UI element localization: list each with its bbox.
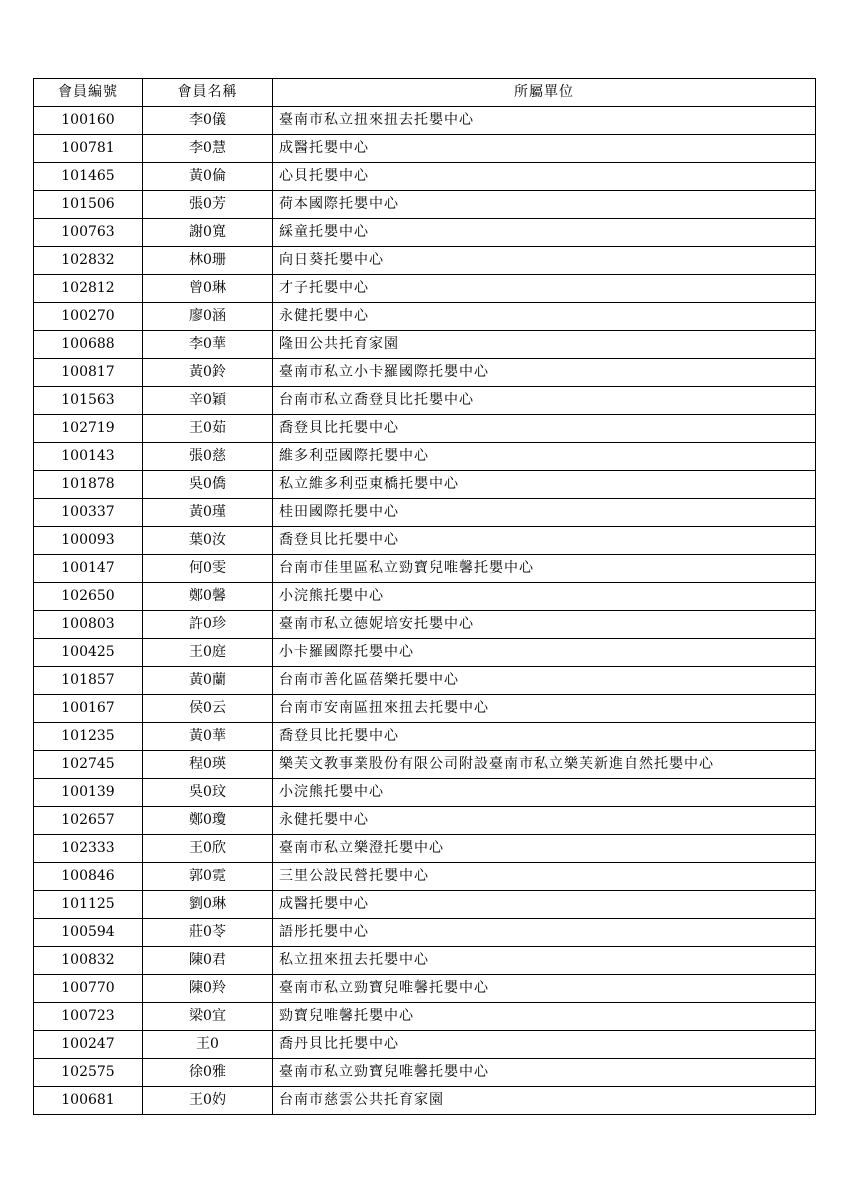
header-member-id: 會員編號 [34,79,143,107]
member-name-cell: 王0 [143,1031,273,1059]
member-name-cell: 辛0穎 [143,387,273,415]
member-name-cell: 郭0霓 [143,863,273,891]
member-name-cell: 李0儀 [143,107,273,135]
affiliation-cell: 喬丹貝比托嬰中心 [273,1031,816,1059]
table-row [34,751,816,779]
header-member-name: 會員名稱 [143,79,273,107]
affiliation-cell: 維多利亞國際托嬰中心 [273,443,816,471]
member-name-cell: 吳0僑 [143,471,273,499]
member-id-cell: 100688 [34,331,143,359]
affiliation-cell: 台南市慈雲公共托育家園 [273,1087,816,1115]
member-id-cell: 101465 [34,163,143,191]
table-row [34,779,816,807]
table-row [34,947,816,975]
member-name-cell: 吳0玟 [143,779,273,807]
affiliation-cell: 臺南市私立德妮培安托嬰中心 [273,611,816,639]
table-row [34,667,816,695]
member-id-cell: 100093 [34,527,143,555]
affiliation-cell: 永健托嬰中心 [273,807,816,835]
table-header-row [34,79,816,107]
table-row [34,1031,816,1059]
member-id-cell: 102832 [34,247,143,275]
affiliation-cell: 荷本國際托嬰中心 [273,191,816,219]
member-id-cell: 100167 [34,695,143,723]
table-row [34,275,816,303]
member-name-cell: 陳0羚 [143,975,273,1003]
affiliation-cell: 成醫托嬰中心 [273,135,816,163]
member-name-cell: 張0慈 [143,443,273,471]
member-name-cell: 侯0云 [143,695,273,723]
member-name-cell: 謝0寬 [143,219,273,247]
member-name-cell: 黃0倫 [143,163,273,191]
affiliation-cell: 成醫托嬰中心 [273,891,816,919]
table-row [34,359,816,387]
member-id-cell: 102812 [34,275,143,303]
table-row [34,387,816,415]
member-id-cell: 100846 [34,863,143,891]
affiliation-cell: 台南市善化區蓓樂托嬰中心 [273,667,816,695]
table-row [34,583,816,611]
affiliation-cell: 喬登貝比托嬰中心 [273,723,816,751]
table-row [34,975,816,1003]
affiliation-cell: 臺南市私立小卡羅國際托嬰中心 [273,359,816,387]
affiliation-cell: 台南市私立喬登貝比托嬰中心 [273,387,816,415]
member-id-cell: 102657 [34,807,143,835]
affiliation-cell: 樂芙文教事業股份有限公司附設臺南市私立樂芙新進自然托嬰中心 [273,751,816,779]
member-id-cell: 100763 [34,219,143,247]
table-row [34,1059,816,1087]
member-name-cell: 張0芳 [143,191,273,219]
table-row [34,1003,816,1031]
table-row [34,499,816,527]
affiliation-cell: 臺南市私立勁寶兒唯馨托嬰中心 [273,975,816,1003]
table-row [34,807,816,835]
member-id-cell: 100803 [34,611,143,639]
member-name-cell: 李0華 [143,331,273,359]
member-name-cell: 李0慧 [143,135,273,163]
member-id-cell: 101878 [34,471,143,499]
table-row [34,555,816,583]
member-id-cell: 100425 [34,639,143,667]
table-row [34,247,816,275]
affiliation-cell: 桂田國際托嬰中心 [273,499,816,527]
affiliation-cell: 小浣熊托嬰中心 [273,779,816,807]
member-id-cell: 102719 [34,415,143,443]
member-name-cell: 梁0宜 [143,1003,273,1031]
member-name-cell: 黃0蘭 [143,667,273,695]
table-row [34,695,816,723]
member-id-cell: 100270 [34,303,143,331]
affiliation-cell: 臺南市私立扭來扭去托嬰中心 [273,107,816,135]
member-id-cell: 101125 [34,891,143,919]
table-row [34,1087,816,1115]
member-name-cell: 王0欣 [143,835,273,863]
member-id-cell: 100337 [34,499,143,527]
header-affiliation: 所屬單位 [273,79,816,107]
member-name-cell: 徐0雅 [143,1059,273,1087]
member-name-cell: 何0雯 [143,555,273,583]
table-row [34,863,816,891]
table-row [34,331,816,359]
affiliation-cell: 才子托嬰中心 [273,275,816,303]
affiliation-cell: 喬登貝比托嬰中心 [273,415,816,443]
member-id-cell: 100147 [34,555,143,583]
affiliation-cell: 永健托嬰中心 [273,303,816,331]
member-name-cell: 葉0汝 [143,527,273,555]
table-row [34,527,816,555]
member-name-cell: 王0妁 [143,1087,273,1115]
member-name-cell: 黃0鈴 [143,359,273,387]
affiliation-cell: 台南市佳里區私立勁寶兒唯馨托嬰中心 [273,555,816,583]
table-row [34,919,816,947]
table-body [34,107,816,1115]
member-id-cell: 100681 [34,1087,143,1115]
table-row [34,443,816,471]
member-id-cell: 102650 [34,583,143,611]
member-id-cell: 102333 [34,835,143,863]
table-row [34,303,816,331]
affiliation-cell: 語彤托嬰中心 [273,919,816,947]
member-id-cell: 100723 [34,1003,143,1031]
member-name-cell: 鄭0馨 [143,583,273,611]
member-id-cell: 100817 [34,359,143,387]
member-name-cell: 陳0君 [143,947,273,975]
member-name-cell: 林0珊 [143,247,273,275]
affiliation-cell: 喬登貝比托嬰中心 [273,527,816,555]
member-id-cell: 100594 [34,919,143,947]
affiliation-cell: 隆田公共托育家園 [273,331,816,359]
member-id-cell: 100770 [34,975,143,1003]
member-name-cell: 黃0華 [143,723,273,751]
member-id-cell: 100832 [34,947,143,975]
member-id-cell: 100139 [34,779,143,807]
member-table [33,78,816,1115]
table-row [34,191,816,219]
affiliation-cell: 勁寶兒唯馨托嬰中心 [273,1003,816,1031]
member-id-cell: 101506 [34,191,143,219]
affiliation-cell: 私立扭來扭去托嬰中心 [273,947,816,975]
member-name-cell: 劉0琳 [143,891,273,919]
table-row [34,611,816,639]
affiliation-cell: 綵童托嬰中心 [273,219,816,247]
member-name-cell: 曾0琳 [143,275,273,303]
affiliation-cell: 小浣熊托嬰中心 [273,583,816,611]
member-name-cell: 黃0瑾 [143,499,273,527]
affiliation-cell: 臺南市私立勁寶兒唯馨托嬰中心 [273,1059,816,1087]
table-row [34,219,816,247]
member-id-cell: 101857 [34,667,143,695]
affiliation-cell: 心貝托嬰中心 [273,163,816,191]
member-name-cell: 王0庭 [143,639,273,667]
affiliation-cell: 向日葵托嬰中心 [273,247,816,275]
member-name-cell: 程0瑛 [143,751,273,779]
member-name-cell: 莊0苓 [143,919,273,947]
member-id-cell: 102575 [34,1059,143,1087]
member-name-cell: 王0茹 [143,415,273,443]
affiliation-cell: 三里公設民營托嬰中心 [273,863,816,891]
table-row [34,415,816,443]
table-row [34,135,816,163]
affiliation-cell: 臺南市私立樂澄托嬰中心 [273,835,816,863]
member-id-cell: 101563 [34,387,143,415]
member-id-cell: 100160 [34,107,143,135]
table-row [34,891,816,919]
affiliation-cell: 台南市安南區扭來扭去托嬰中心 [273,695,816,723]
table-row [34,723,816,751]
member-id-cell: 100143 [34,443,143,471]
member-id-cell: 100781 [34,135,143,163]
member-id-cell: 102745 [34,751,143,779]
member-name-cell: 鄭0瓊 [143,807,273,835]
table-row [34,471,816,499]
member-id-cell: 101235 [34,723,143,751]
member-id-cell: 100247 [34,1031,143,1059]
member-name-cell: 許0珍 [143,611,273,639]
table-row [34,639,816,667]
table-row [34,107,816,135]
table-row [34,835,816,863]
member-name-cell: 廖0涵 [143,303,273,331]
affiliation-cell: 私立維多利亞東橋托嬰中心 [273,471,816,499]
table-row [34,163,816,191]
affiliation-cell: 小卡羅國際托嬰中心 [273,639,816,667]
